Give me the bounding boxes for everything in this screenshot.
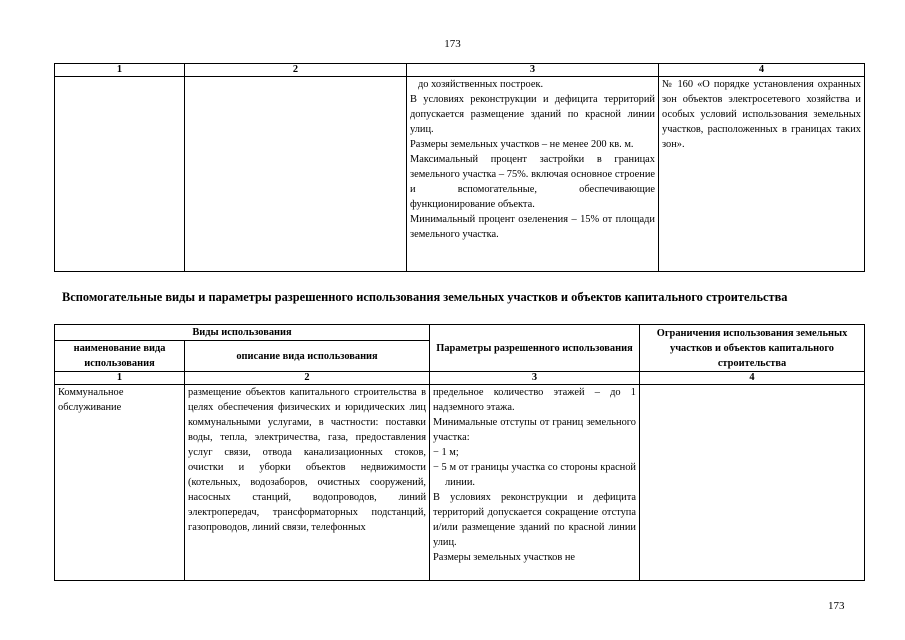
- page-number-bottom: 173: [828, 600, 845, 612]
- table-continuation: [54, 63, 865, 272]
- table1-cell-name: [55, 77, 185, 272]
- params-text: Минимальные отступы от границ земельного участка:: [433, 417, 636, 443]
- header-types: Виды использования: [55, 325, 430, 341]
- params-text: Размеры земельных участков не: [433, 552, 576, 563]
- table1-cell-restrictions: № 160 «О порядке установления охранных зон объектов электросетевого хозяйства и особых условий использования земельных участков, расположенных в границах таких зон».: [659, 77, 865, 272]
- params-text: Размеры земельных участков – не менее 200 кв. м.: [410, 139, 634, 150]
- col-number-3: 3: [430, 372, 640, 385]
- cell-description: размещение объектов капитального строительства в целях обеспечения физических и юридических лиц коммунальными услугами, в частности: поставки воды, тепла, электричества, газа, предоставления услуг связи, отвода канализационных стоков, очистки и уборки объектов недвижимости (котельных, водозаборов, очистных сооружений, насосных станций, водопроводов, линий электропередач, трансформаторных подстанций, газопроводов, линий связи, телефонных: [185, 385, 430, 581]
- section-title: Вспомогательные виды и параметры разрешенного использования земельных участков и объектов капитального строительства: [62, 290, 788, 304]
- table1-cell-description: [185, 77, 407, 272]
- table-auxiliary-uses: [54, 324, 865, 581]
- header-description: описание вида использования: [185, 341, 430, 372]
- table-header-numbers: [55, 372, 865, 385]
- header-name: наименование вида использования: [55, 341, 185, 372]
- params-text: В условиях реконструкции и дефицита территорий допускается сокращение отступа и/или размещение зданий по красной линии улиц.: [433, 492, 636, 548]
- col-number-2: 2: [185, 64, 407, 77]
- table1-cell-params: [407, 77, 659, 272]
- col-number-1: 1: [55, 64, 185, 77]
- table-row: [55, 385, 865, 581]
- params-text: Минимальный процент озеленения – 15% от площади земельного участка.: [410, 214, 655, 240]
- cell-name: Коммунальное обслуживание: [55, 385, 185, 581]
- col-number-4: 4: [659, 64, 865, 77]
- cell-restrictions: [640, 385, 865, 581]
- header-restrictions: Ограничения использования земельных участков и объектов капитального строительства: [640, 325, 865, 372]
- col-number-3: 3: [407, 64, 659, 77]
- col-number-2: 2: [185, 372, 430, 385]
- table-header: [55, 325, 865, 341]
- params-text: предельное количество этажей – до 1 надземного этажа.: [433, 387, 636, 413]
- table-row: [55, 77, 865, 272]
- params-text: Максимальный процент застройки в границах земельного участка – 75%. включая основное строение и вспомогательные, обеспечивающие функционирование объекта.: [410, 154, 655, 210]
- params-text: В условиях реконструкции и дефицита территорий допускается размещение зданий по красной линии улиц.: [410, 94, 655, 135]
- cell-params: [430, 385, 640, 581]
- params-text: до хозяйственных построек.: [418, 79, 544, 90]
- page-number-top: 173: [444, 38, 461, 50]
- header-params: Параметры разрешенного использования: [430, 325, 640, 372]
- table-header-numbers: [55, 64, 865, 77]
- col-number-4: 4: [640, 372, 865, 385]
- params-bullet: − 1 м;: [433, 447, 459, 458]
- col-number-1: 1: [55, 372, 185, 385]
- params-bullet: − 5 м от границы участка со стороны красной линии.: [433, 462, 636, 488]
